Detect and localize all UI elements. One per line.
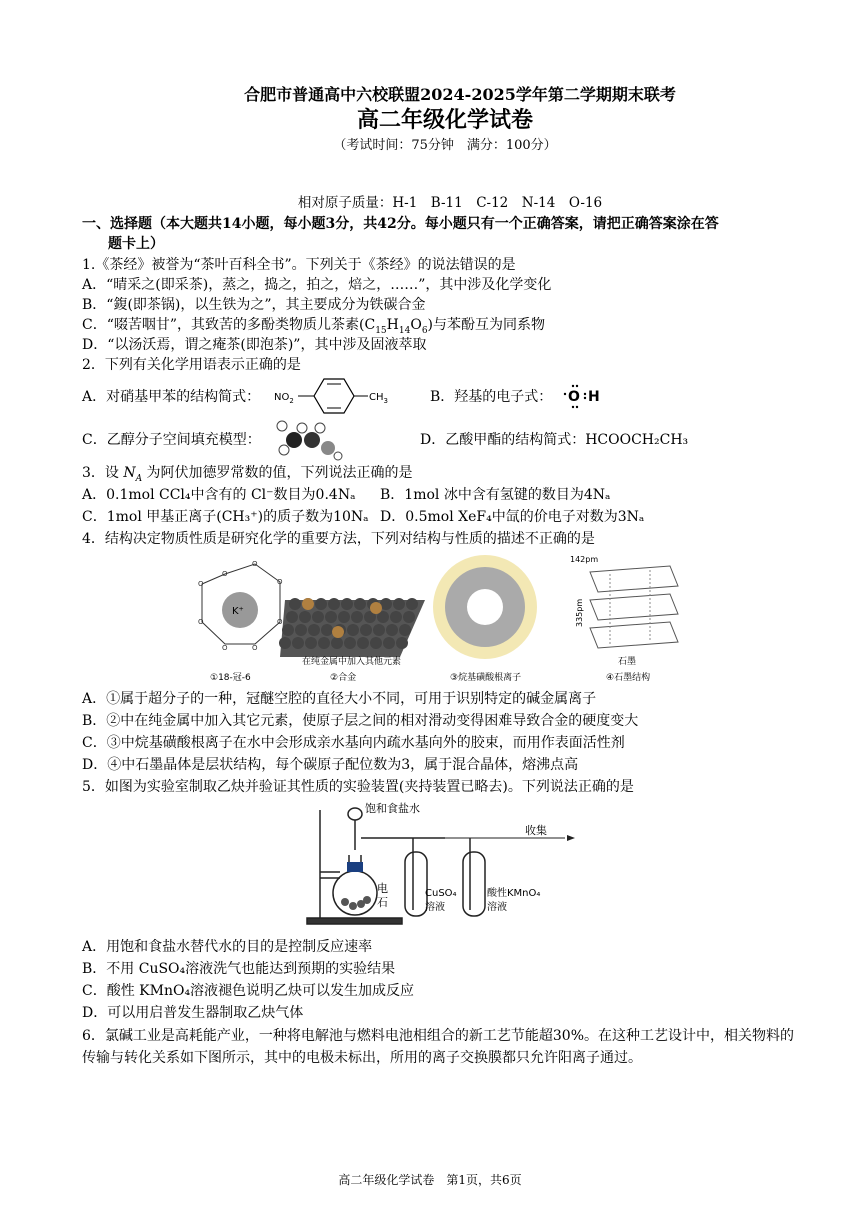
crown-ether-figure — [198, 560, 283, 683]
q5-stem: 5．如图为实验室制取乙炔并验证其性质的实验装置(夹持装置已略去)。下列说法正确的是 — [82, 779, 634, 795]
q2-option-a: A．对硝基甲苯的结构简式： — [82, 389, 261, 405]
svg-text:142pm: 142pm — [570, 555, 599, 564]
q6-stem: 6．氯碱工业是高耗能产业，一种将电解池与燃料电池相组合的新工艺节能超30%。在这种工艺设计中，相关物料的传输与转化关系如下图所示，其中的电极未标出，所用的离子交换膜都只允许阳离子通过。 — [82, 1028, 795, 1066]
section1-heading-cont: 题卡上） — [108, 236, 164, 252]
svg-text:O: O — [252, 560, 258, 568]
svg-text:收集: 收集 — [525, 824, 547, 837]
q2-stem: 2．下列有关化学用语表示正确的是 — [82, 357, 301, 373]
section1-heading — [82, 214, 792, 254]
q1-option-d: D．“以汤沃焉，谓之痷茶(即泡茶)”，其中涉及固液萃取 — [82, 337, 427, 353]
svg-text:O: O — [198, 580, 204, 588]
svg-text:④石墨结构: ④石墨结构 — [606, 673, 651, 683]
q1-option-a: A．“晴采之(即采茶)，蒸之，捣之，拍之，焙之，……”，其中涉及化学变化 — [82, 277, 552, 293]
q3-option-a: A．0.1mol CCl₄中含有的 Cl⁻数目为0.4Nₐ — [82, 487, 356, 503]
q3-option-b: B．1mol 冰中含有氢键的数目为4Nₐ — [380, 487, 611, 503]
svg-text:石: 石 — [377, 896, 388, 909]
svg-text:K⁺: K⁺ — [232, 606, 244, 617]
q2-option-c: C．乙醇分子空间填充模型： — [82, 432, 261, 448]
svg-text:O: O — [568, 389, 580, 405]
alloy-figure — [279, 598, 425, 683]
q3-stem: 3．设 $N_A$ 为阿伏加德罗常数的值，下列说法正确的是 — [82, 465, 413, 484]
q5-option-a: A．用饱和食盐水替代水的目的是控制反应速率 — [82, 939, 373, 955]
q4-option-d: D．④中石墨晶体是层状结构，每个碳原子配位数为3，属于混合晶体，熔沸点高 — [82, 757, 579, 773]
q3-option-c: C．1mol 甲基正离子(CH₃⁺)的质子数为10Nₐ — [82, 509, 369, 525]
q5-option-d: D．可以用启普发生器制取乙炔气体 — [82, 1005, 304, 1021]
graphite-figure — [570, 555, 678, 683]
q3-option-d: D．0.5mol XeF₄中氙的价电子对数为3Nₐ — [380, 509, 645, 525]
svg-text:电: 电 — [377, 882, 388, 895]
svg-text:溶液: 溶液 — [487, 902, 507, 913]
acetylene-apparatus — [305, 800, 575, 930]
q4-option-a: A．①属于超分子的一种，冠醚空腔的直径大小不同，可用于识别特定的碱金属离子 — [82, 691, 597, 707]
atomic-masses: 相对原子质量：H-1 B-11 C-12 N-14 O-16 — [297, 195, 603, 211]
micelle-figure — [433, 555, 537, 683]
svg-text:O: O — [277, 578, 283, 586]
svg-text:在纯金属中加入其他元素: 在纯金属中加入其他元素 — [302, 657, 402, 667]
svg-text:O: O — [198, 618, 204, 626]
page-footer: 高二年级化学试卷 第1页，共6页 — [338, 1173, 522, 1187]
svg-text:①18-冠-6: ①18-冠-6 — [210, 673, 251, 683]
q1-stem: 1.《茶经》被誉为“茶叶百科全书”。下列关于《茶经》的说法错误的是 — [82, 257, 516, 273]
q4-option-b: B．②中在纯金属中加入其它元素，使原子层之间的相对滑动变得困难导致合金的硬度变大 — [82, 713, 639, 729]
q4-option-c: C．③中烷基磺酸根离子在水中会形成亲水基向内疏水基向外的胶束，而用作表面活性剂 — [82, 735, 625, 751]
q4-stem: 4．结构决定物质性质是研究化学的重要方法，下列对结构与性质的描述不正确的是 — [82, 531, 595, 547]
svg-text:O: O — [222, 644, 228, 652]
q1-option-b: B．“鍑(即茶锅)，以生铁为之”，其主要成分为铁碳合金 — [82, 297, 426, 313]
svg-text:②合金: ②合金 — [330, 673, 357, 683]
ethanol-space-filling-model — [270, 418, 350, 462]
svg-text:H: H — [588, 389, 600, 405]
svg-text:O: O — [222, 570, 228, 578]
q4-figures — [180, 552, 680, 690]
svg-text:NO2: $NO_2$ — [274, 392, 294, 405]
q2-option-d: D．乙酸甲酯的结构简式：HCOOCH₂CH₃ — [420, 432, 689, 448]
section1-heading-text: 一、选择题（本大题共14小题，每小题3分，共42分。每小题只有一个正确答案，请把正确答案涂在答 — [82, 216, 719, 232]
exam-title-line2: 高二年级化学试卷 — [356, 107, 533, 133]
svg-text:O: O — [277, 618, 283, 626]
exam-time-score: （考试时间：75分钟 满分：100分） — [333, 138, 557, 153]
svg-text:石墨: 石墨 — [618, 657, 637, 667]
svg-text:饱和食盐水: 饱和食盐水 — [365, 802, 420, 815]
exam-title-line1: 合肥市普通高中六校联盟2024-2025学年第二学期期末联考 — [244, 85, 676, 104]
svg-text:CH3: $CH_3$ — [369, 392, 388, 405]
p-nitrotoluene-structure — [272, 372, 402, 420]
svg-text:③烷基磺酸根离子: ③烷基磺酸根离子 — [450, 673, 522, 683]
svg-text:335pm: 335pm — [575, 598, 584, 627]
svg-text:CuSO₄: CuSO₄ — [425, 888, 457, 899]
svg-text:溶液: 溶液 — [425, 902, 445, 913]
q5-option-c: C．酸性 KMnO₄溶液褪色说明乙炔可以发生加成反应 — [82, 983, 415, 999]
hydroxyl-electron-formula — [562, 381, 606, 411]
q2-option-b: B．羟基的电子式： — [430, 389, 553, 405]
q5-option-b: B．不用 CuSO₄溶液洗气也能达到预期的实验结果 — [82, 961, 396, 977]
q1-option-c: C．“啜苦咽甘”，其致苦的多酚类物质儿茶素$(C_{15}H_{14}O_6)$与苯酚互为同系物 — [82, 317, 546, 336]
svg-text:酸性KMnO₄: 酸性KMnO₄ — [487, 888, 541, 899]
svg-text:O: O — [252, 644, 258, 652]
